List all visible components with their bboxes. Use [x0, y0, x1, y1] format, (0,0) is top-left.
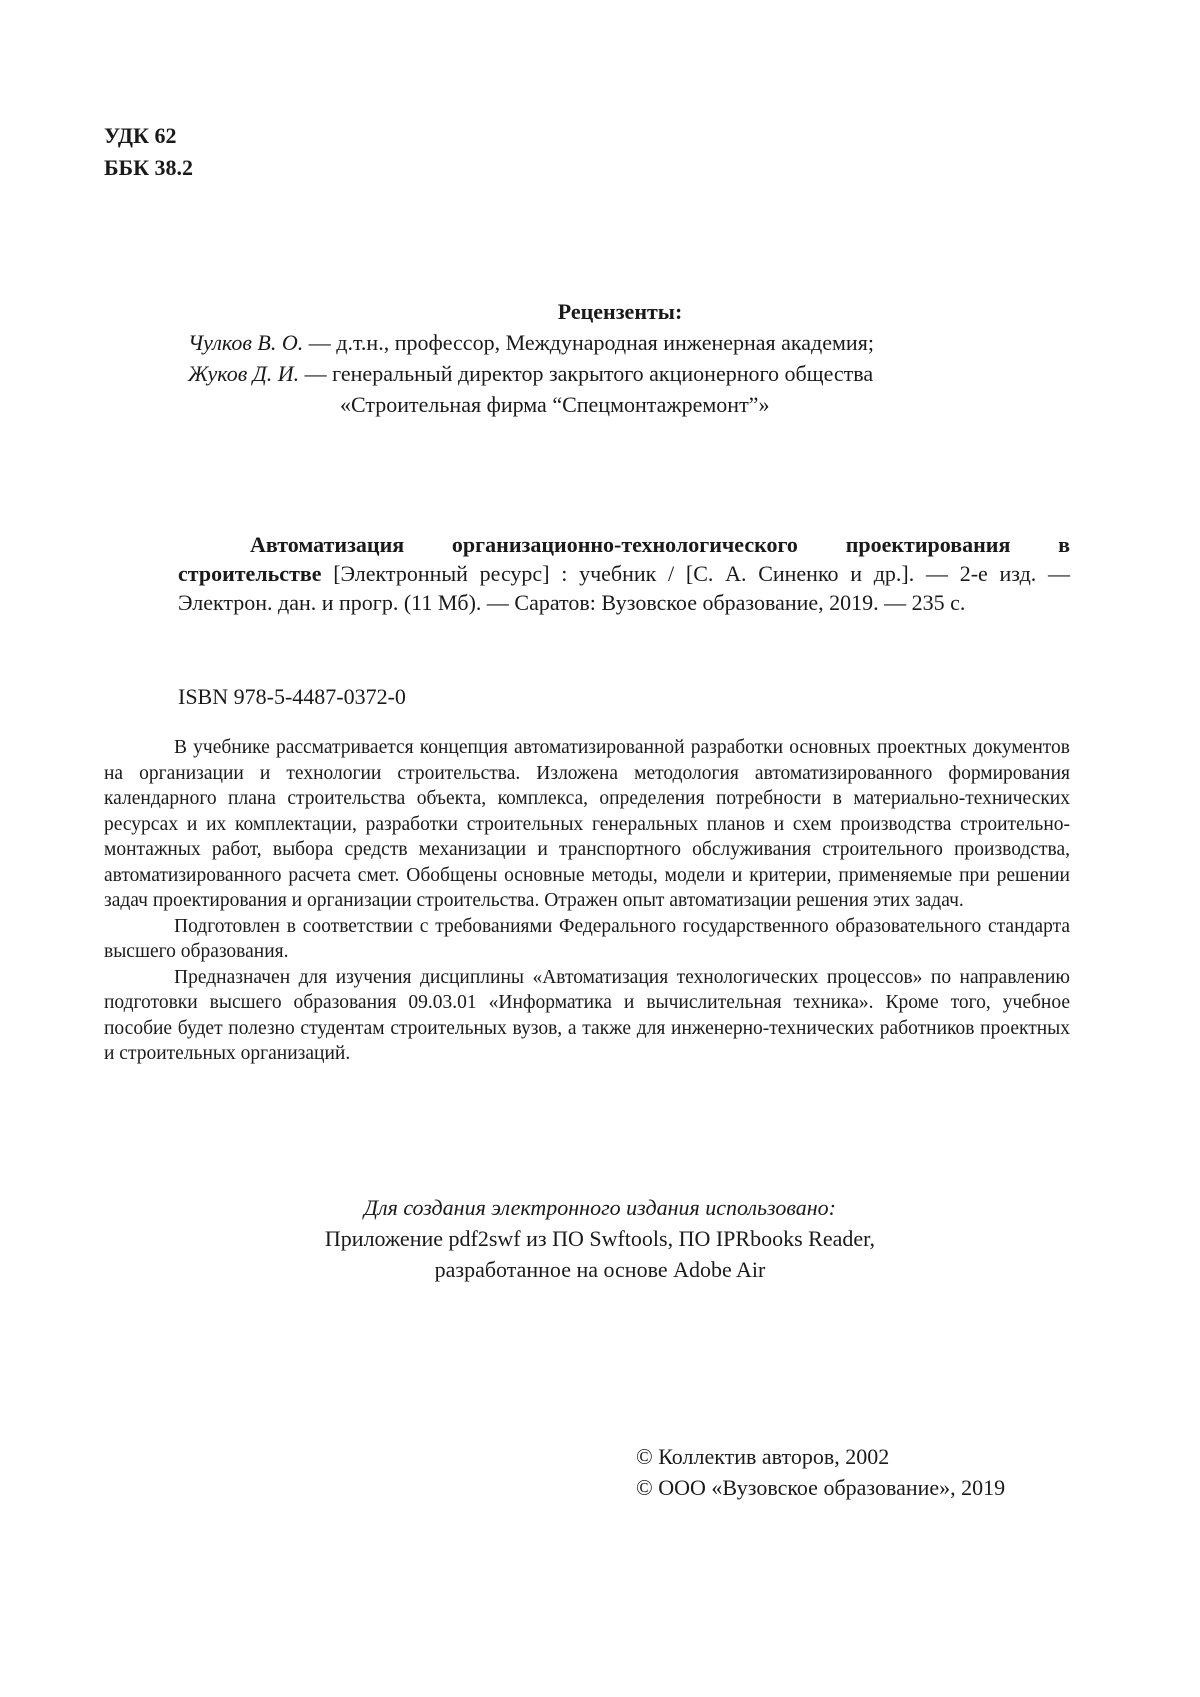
- edition-note-line-3: разработанное на основе Adobe Air: [434, 1257, 766, 1282]
- electronic-edition-note: [150, 1192, 1050, 1285]
- abstract: [104, 735, 1070, 1067]
- copyright-authors: © Коллектив авторов, 2002: [636, 1444, 890, 1469]
- copyright-publisher: © ООО «Вузовское образование», 2019: [636, 1475, 1006, 1500]
- reviewer-2-name: Жуков Д. И.: [188, 361, 300, 386]
- bbk-code: ББК 38.2: [104, 155, 194, 180]
- reviewer-1: [150, 327, 1050, 358]
- edition-note-line-2: Приложение pdf2swf из ПО Swftools, ПО IPRbooks Reader,: [324, 1226, 876, 1251]
- abstract-paragraph-2: Подготовлен в соответствии с требованиями Федерального государственного образовательного стандарта высшего образования.: [104, 915, 1070, 962]
- isbn: ISBN 978-5-4487-0372-0: [178, 684, 406, 709]
- book-title: Автоматизация организационно-технологического проектирования в строительстве: [178, 532, 1070, 586]
- reviewer-1-name: Чулков В. О.: [188, 330, 304, 355]
- reviewer-2-desc: — генеральный директор закрытого акционерного общества: [299, 361, 874, 386]
- reviewer-2: [150, 358, 1050, 389]
- classification-codes: [104, 120, 193, 184]
- bibliographic-record: [178, 530, 1070, 617]
- reviewer-1-desc: — д.т.н., профессор, Международная инженерная академия;: [303, 330, 874, 355]
- reviewer-2-org: «Строительная фирма “Спецмонтажремонт”»: [340, 392, 770, 417]
- reviewers-block: [150, 296, 1050, 420]
- copyright-block: [636, 1441, 1005, 1503]
- abstract-paragraph-1: В учебнике рассматривается концепция автоматизированной разработки основных проектных документов на организации и технологии строительства. Изложена методология автоматизированного формирования календарного плана строительства объекта, комплекса, определения потребности в материально-технических ресурсах и их комплектации, разработки строительных генеральных планов и схем производства строительно-монтажных работ, выбора средств механизации и транспортного обслуживания строительного производства, автоматизированного расчета смет. Обобщены основные методы, модели и критерии, применяемые при решении задач проектирования и организации строительства. Отражен опыт автоматизации решения этих задач.: [104, 737, 1070, 911]
- reviewers-heading: Рецензенты:: [557, 299, 683, 324]
- biblio-details: [Электронный ресурс] : учебник / [С. А. Синенко и др.]. — 2-е изд. — Электрон. дан. и прогр. (11 Мб). — Саратов: Вузовское образование, 2019. — 235 c.: [178, 561, 1070, 615]
- biblio-paragraph: [178, 530, 1070, 617]
- edition-note-heading: Для создания электронного издания использовано:: [364, 1195, 836, 1220]
- udk-code: УДК 62: [104, 123, 177, 148]
- abstract-paragraph-3: Предназначен для изучения дисциплины «Автоматизация технологических процессов» по направлению подготовки высшего образования 09.03.01 «Информатика и вычислительная техника». Кроме того, учебное пособие будет полезно студентам строительных вузов, а также для инженерно-технических работников проектных и строительных организаций.: [104, 966, 1070, 1064]
